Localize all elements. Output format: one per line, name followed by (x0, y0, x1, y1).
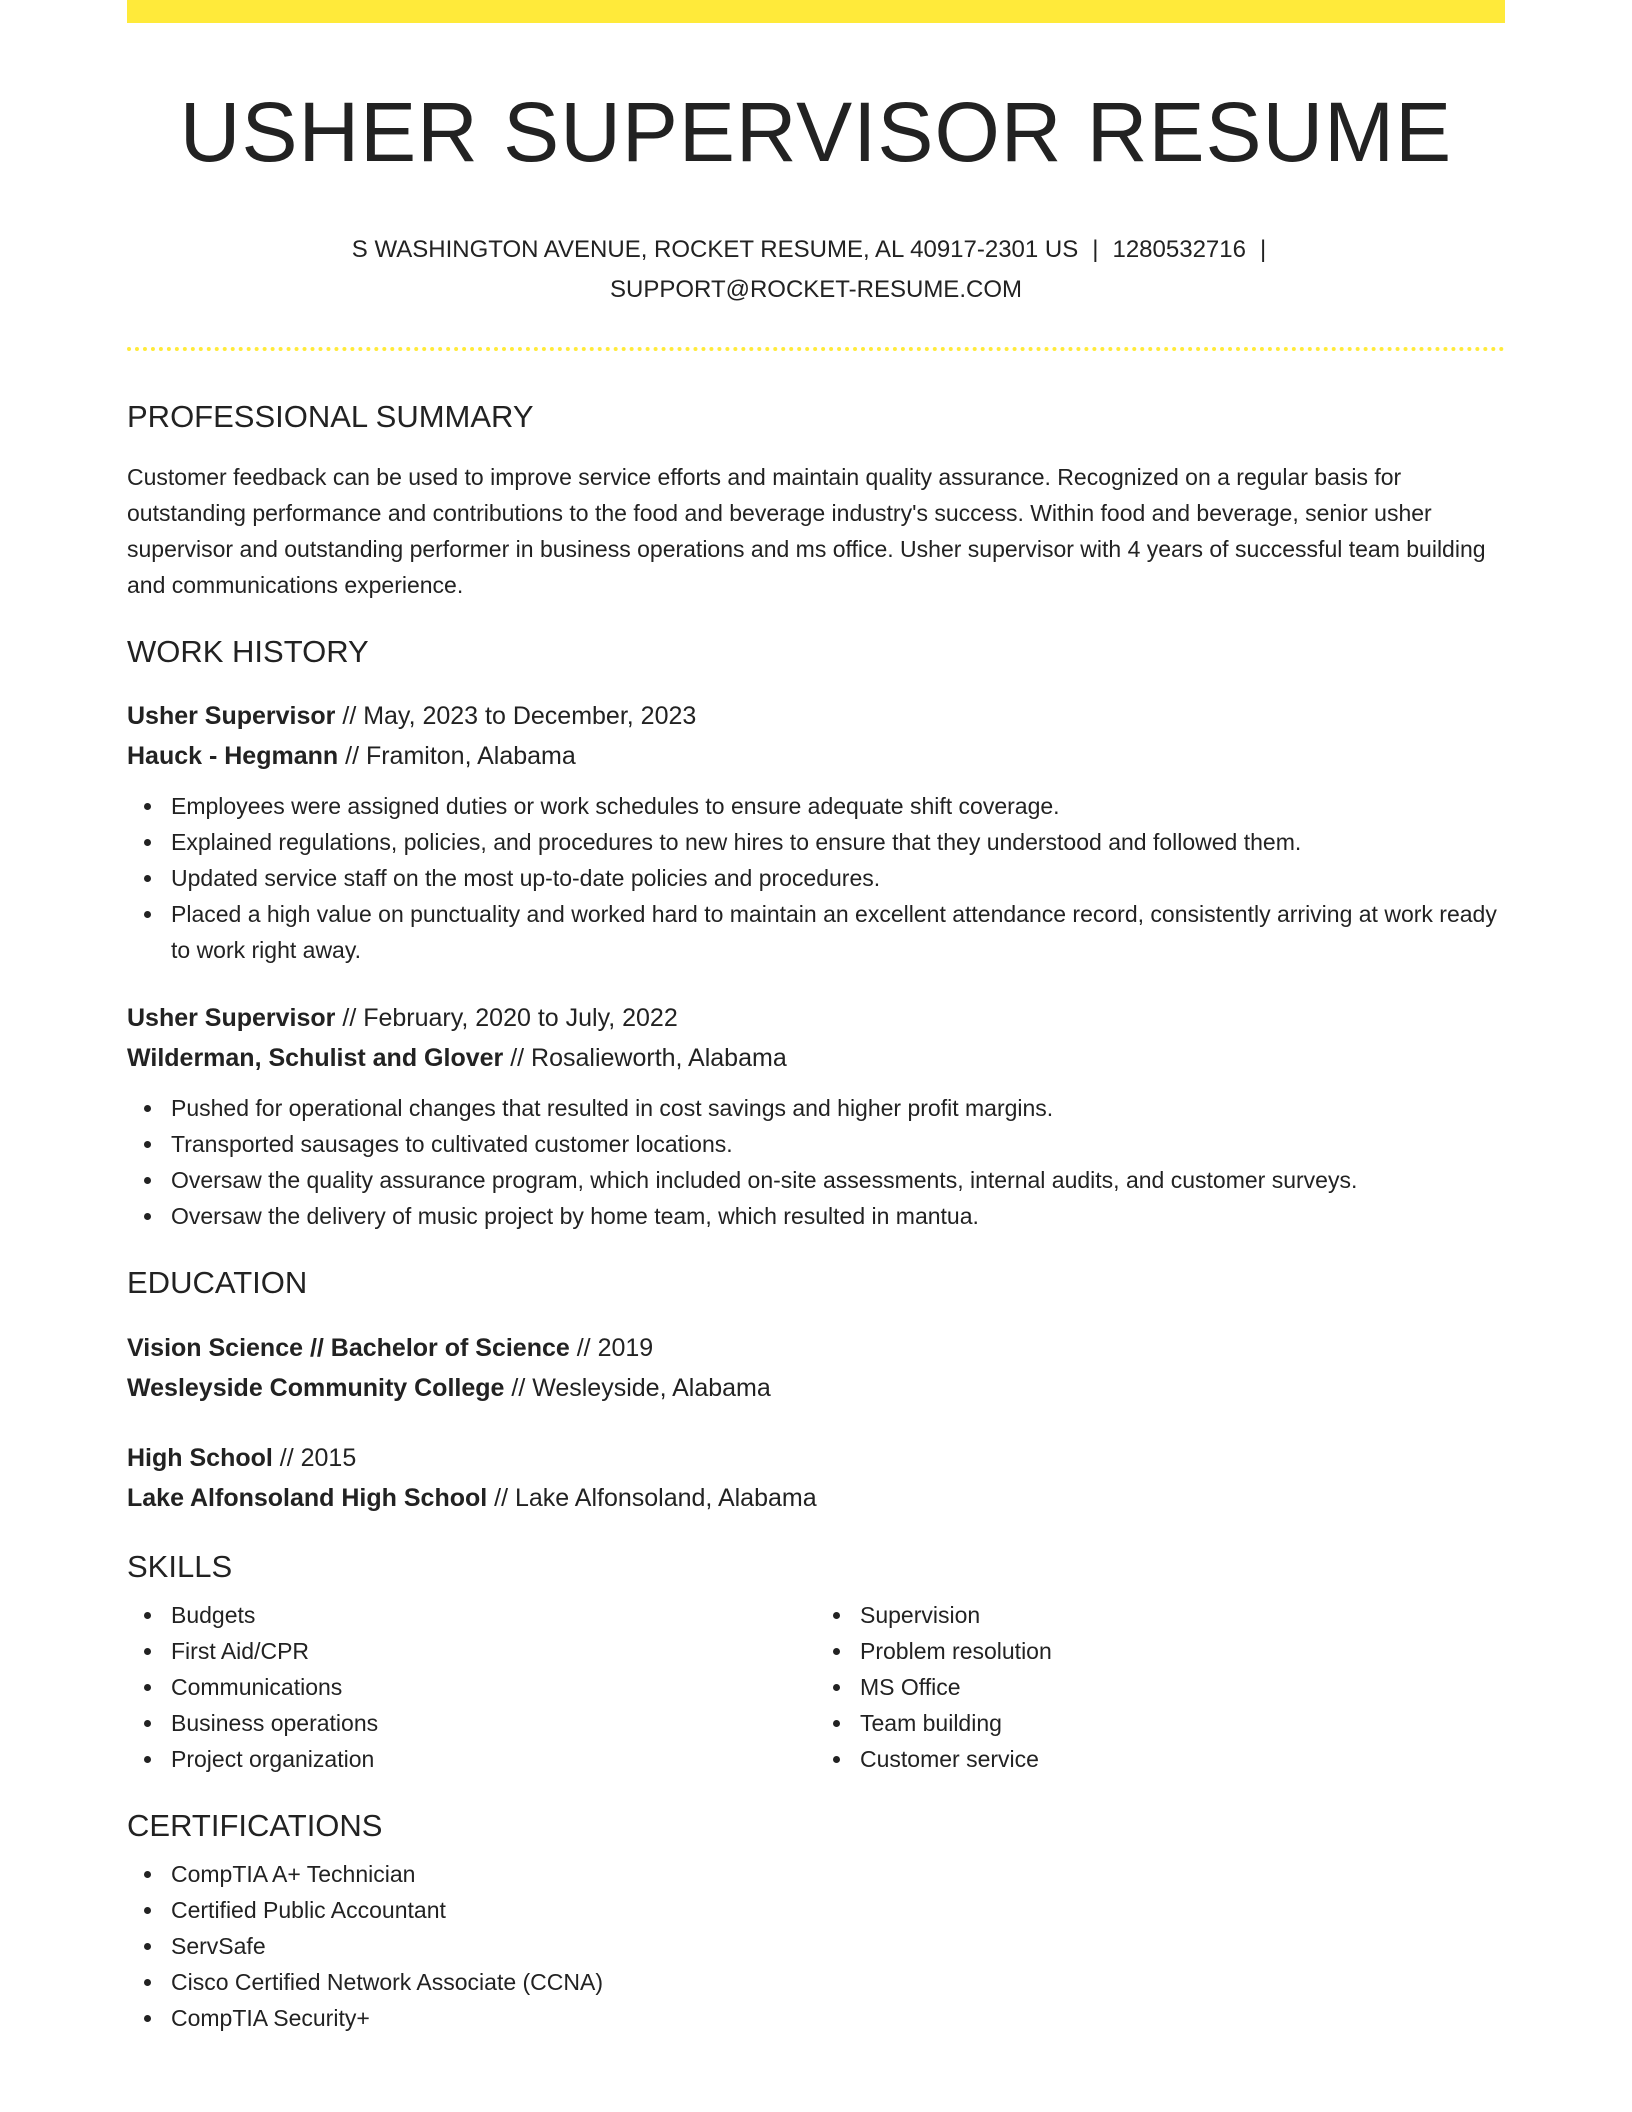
list-item: Certified Public Accountant (127, 1892, 1505, 1928)
contact-separator: | (1092, 236, 1099, 263)
education-heading: EDUCATION (127, 1265, 308, 1301)
contact-email: SUPPORT@ROCKET-RESUME.COM (610, 276, 1022, 303)
contact-phone: 1280532716 (1112, 236, 1246, 263)
list-item: Budgets (127, 1597, 816, 1633)
summary-text: Customer feedback can be used to improve service efforts and maintain quality assurance. Recognized on a regular basis for outstanding performance and contributions to the food and beverage industry's success. Within food and beverage, senior usher supervisor and outstanding performer in business operations and ms office. Usher supervisor with 4 years of successful team building and communications experience. (127, 464, 1486, 599)
contact-separator: | (1259, 236, 1267, 263)
list-item: CompTIA Security+ (127, 2000, 1505, 2036)
list-item: Cisco Certified Network Associate (CCNA) (127, 1964, 1505, 2000)
skills-heading: SKILLS (127, 1548, 233, 1584)
job-location: // Framiton, Alabama (338, 742, 576, 771)
list-item: Communications (127, 1669, 816, 1705)
job-entry (127, 696, 1505, 968)
job-bullets (127, 1090, 1505, 1234)
certifications-heading: CERTIFICATIONS (127, 1807, 383, 1843)
job-company: Wilderman, Schulist and Glover (127, 1044, 504, 1073)
certifications-list (127, 1856, 1505, 2036)
list-item: Business operations (127, 1705, 816, 1741)
job-company-line (127, 1038, 1505, 1078)
job-entry (127, 998, 1505, 1234)
list-item: Transported sausages to cultivated customer locations. (127, 1126, 1505, 1162)
skills-list-right (816, 1597, 1505, 1777)
work-history-heading: WORK HISTORY (127, 634, 369, 670)
list-item: Oversaw the quality assurance program, which included on-site assessments, internal audits, and customer surveys. (127, 1162, 1505, 1198)
summary-heading: PROFESSIONAL SUMMARY (127, 399, 534, 434)
job-title-line (127, 998, 1505, 1038)
job-location: // Rosalieworth, Alabama (503, 1044, 787, 1073)
education-school-line (127, 1478, 1505, 1518)
education-location: // Lake Alfonsoland, Alabama (487, 1483, 817, 1512)
list-item: Customer service (816, 1741, 1505, 1777)
job-bullets (127, 788, 1505, 968)
list-item: Problem resolution (816, 1633, 1505, 1669)
education-year: // 2015 (272, 1443, 357, 1472)
education-degree-line (127, 1438, 1505, 1478)
list-item: Supervision (816, 1597, 1505, 1633)
education-school: Wesleyside Community College (127, 1373, 505, 1402)
list-item: Employees were assigned duties or work schedules to ensure adequate shift coverage. (127, 788, 1505, 824)
job-dates: // February, 2020 to July, 2022 (335, 1004, 678, 1033)
job-dates: // May, 2023 to December, 2023 (335, 702, 697, 731)
list-item: First Aid/CPR (127, 1633, 816, 1669)
job-title: Usher Supervisor (127, 1004, 336, 1033)
contact-address: S WASHINGTON AVENUE, ROCKET RESUME, AL 40917-2301 US (351, 236, 1079, 263)
list-item: Team building (816, 1705, 1505, 1741)
job-company-line (127, 736, 1505, 776)
education-entry (127, 1438, 1505, 1518)
education-school-line (127, 1368, 1505, 1408)
list-item: Project organization (127, 1741, 816, 1777)
job-company: Hauck - Hegmann (127, 742, 339, 771)
list-item: Oversaw the delivery of music project by home team, which resulted in mantua. (127, 1198, 1505, 1234)
top-accent-bar (127, 0, 1505, 23)
education-year: // 2019 (569, 1333, 654, 1362)
list-item: MS Office (816, 1669, 1505, 1705)
list-item: ServSafe (127, 1928, 1505, 1964)
job-title-line (127, 696, 1505, 736)
list-item: CompTIA A+ Technician (127, 1856, 1505, 1892)
list-item: Explained regulations, policies, and procedures to new hires to ensure that they understood and followed them. (127, 824, 1505, 860)
job-title: Usher Supervisor (127, 702, 336, 731)
skills-columns (127, 1597, 1505, 1777)
list-item: Pushed for operational changes that resulted in cost savings and higher profit margins. (127, 1090, 1505, 1126)
contact-info (127, 230, 1505, 310)
list-item: Updated service staff on the most up-to-date policies and procedures. (127, 860, 1505, 896)
education-entry (127, 1328, 1505, 1408)
list-item: Placed a high value on punctuality and worked hard to maintain an excellent attendance record, consistently arriving at work ready to work right away. (127, 896, 1505, 968)
resume-title: USHER SUPERVISOR RESUME (179, 85, 1453, 179)
education-degree: Vision Science // Bachelor of Science (127, 1333, 570, 1362)
education-location: // Wesleyside, Alabama (504, 1373, 771, 1402)
skills-list-left (127, 1597, 816, 1777)
dotted-divider (127, 347, 1505, 351)
education-school: Lake Alfonsoland High School (127, 1483, 488, 1512)
education-degree-line (127, 1328, 1505, 1368)
education-degree: High School (127, 1443, 273, 1472)
